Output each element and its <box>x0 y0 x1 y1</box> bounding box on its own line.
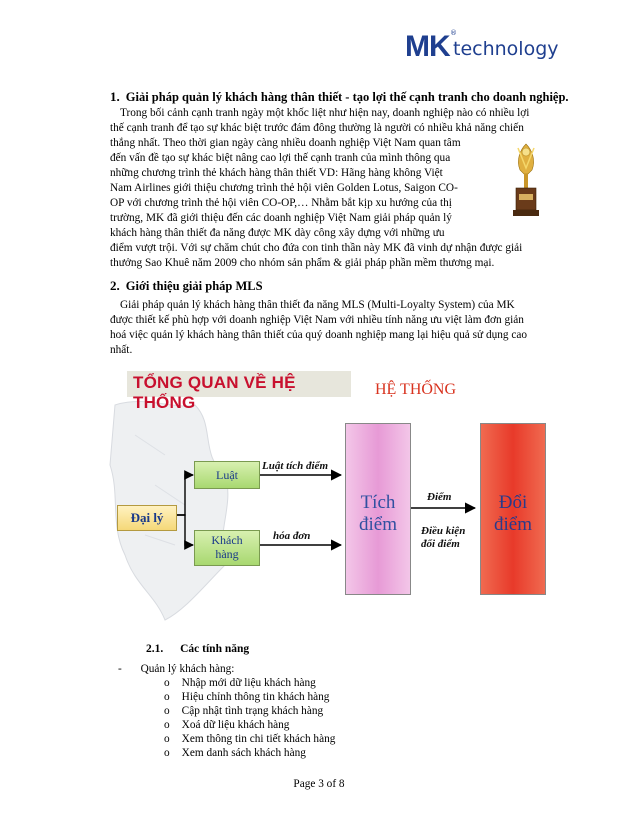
diagram-connectors <box>105 365 541 630</box>
section-1-title: Giải pháp quản lý khách hàng thân thiết - tạo lợi thế cạnh tranh cho doanh nghiệp. <box>125 90 569 104</box>
subsection-title: Các tính năng <box>180 643 250 655</box>
feature-list <box>164 676 464 760</box>
section-2-paragraph <box>110 298 560 358</box>
para-line: những chương trình thẻ khách hàng thân thiết VD: Hãng hàng không Việt <box>110 167 443 179</box>
khach-hang-box <box>194 530 260 566</box>
list-item: o Hiệu chỉnh thông tin khách hàng <box>164 691 330 703</box>
arrow-daily-to-luat <box>175 475 193 515</box>
doi-diem-box <box>480 423 546 595</box>
para-line: Trong bối cảnh cạnh tranh ngày một khốc liệt như hiện nay, doanh nghiệp nào có nhiều lợi <box>120 107 530 119</box>
hoa-don-label: hóa đơn <box>273 530 311 542</box>
subsection-heading <box>146 643 249 655</box>
para-line: khách hàng thân thiết đa năng được MK dày công xây dựng với những ưu <box>110 227 445 239</box>
section-1-paragraph <box>110 106 560 271</box>
subsection-number: 2.1. <box>146 643 164 655</box>
feature-group <box>118 662 234 676</box>
logo-registered-mark: ® <box>450 29 457 37</box>
para-line: thắng nhất. Theo thời gian ngày càng nhiều doanh nghiệp Việt Nam quan tâm <box>110 137 461 149</box>
luat-box <box>194 461 260 489</box>
para-line: trường, MK đã giới thiệu đến các doanh nghiệp Việt Nam giải pháp quản lý <box>110 212 452 224</box>
diem-label: Điểm <box>427 491 452 503</box>
para-line: Nam Airlines giới thiệu chương trình thẻ hội viên Golden Lotus, Saigon CO- <box>110 182 458 194</box>
para-line: nhất. <box>110 344 133 356</box>
group-bullet: - <box>118 663 122 675</box>
dai-ly-box <box>117 505 177 531</box>
list-item: o Xoá dữ liệu khách hàng <box>164 719 290 731</box>
arrow-daily-to-khachhang <box>175 515 193 545</box>
system-label: HỆ THỐNG <box>375 381 457 398</box>
para-line: điểm vượt trội. Với sự chăm chút cho đứa con tinh thần này MK đã vinh dự nhận được giải <box>110 242 523 254</box>
system-overview-diagram <box>105 365 541 630</box>
dieu-kien-line2: đổi điểm <box>421 538 460 550</box>
section-2-number: 2. <box>110 278 120 293</box>
dieu-kien-line1: Điều kiện <box>421 525 466 537</box>
luat-tich-diem-label: Luật tích điểm <box>262 460 328 472</box>
para-line: OP với chương trình thẻ hội viên CO-OP,… Nhằm bắt kịp xu hướng của thị <box>110 197 452 209</box>
para-line: hoá việc quản lý khách hàng thân thiết của quý doanh nghiệp mang lại hiệu quả sử dụng cao <box>110 329 528 341</box>
tich-diem-label-line1: Tích <box>360 492 396 513</box>
group-label: Quản lý khách hàng: <box>140 663 235 675</box>
tich-diem-label-line2: điểm <box>359 514 397 535</box>
logo-mark: MK <box>405 30 450 63</box>
logo-wordmark: technology <box>453 38 559 60</box>
doi-diem-label-line2: điểm <box>494 514 532 535</box>
section-1-number: 1. <box>110 89 120 104</box>
para-line: Giải pháp quản lý khách hàng thân thiết đa năng MLS (Multi-Loyalty System) của MK <box>120 299 515 311</box>
para-line: thưởng Sao Khuê năm 2009 cho nhóm sản phẩm & giải pháp phần mềm thương mại. <box>110 257 495 269</box>
para-line: thế cạnh tranh để tạo sự khác biệt trước đám đông thường là người có nhiều khả năng chiến <box>110 122 524 134</box>
tich-diem-box <box>345 423 411 595</box>
company-logo <box>405 29 565 72</box>
khach-hang-label-line1: Khách <box>211 533 243 547</box>
list-item: o Xem thông tin chi tiết khách hàng <box>164 733 336 745</box>
khach-hang-label-line2: hàng <box>215 547 239 561</box>
section-1-heading <box>110 89 570 105</box>
para-line: được thiết kế phù hợp với doanh nghiệp Việt Nam với nhiều tính năng ưu việt làm đơn giản <box>110 314 524 326</box>
sao-khue-trophy-image <box>506 140 546 220</box>
luat-label: Luật <box>216 468 238 482</box>
list-item: o Xem danh sách khách hàng <box>164 747 306 759</box>
diagram-header-text: TỔNG QUAN VỀ HỆ THỐNG <box>133 373 296 412</box>
list-item: o Cập nhật tình trạng khách hàng <box>164 705 324 717</box>
section-2-heading <box>110 278 410 294</box>
para-line: đến vấn đề tạo sự khác biệt nâng cao lợi thế cạnh tranh của mình thông qua <box>110 152 451 164</box>
list-item: o Nhập mới dữ liệu khách hàng <box>164 677 316 689</box>
dieu-kien-label <box>421 525 465 551</box>
doi-diem-label-line1: Đổi <box>498 492 528 513</box>
section-2-title: Giới thiệu giải pháp MLS <box>125 279 263 293</box>
dai-ly-label: Đại lý <box>130 510 164 525</box>
page-number: Page 3 of 8 <box>293 778 345 790</box>
